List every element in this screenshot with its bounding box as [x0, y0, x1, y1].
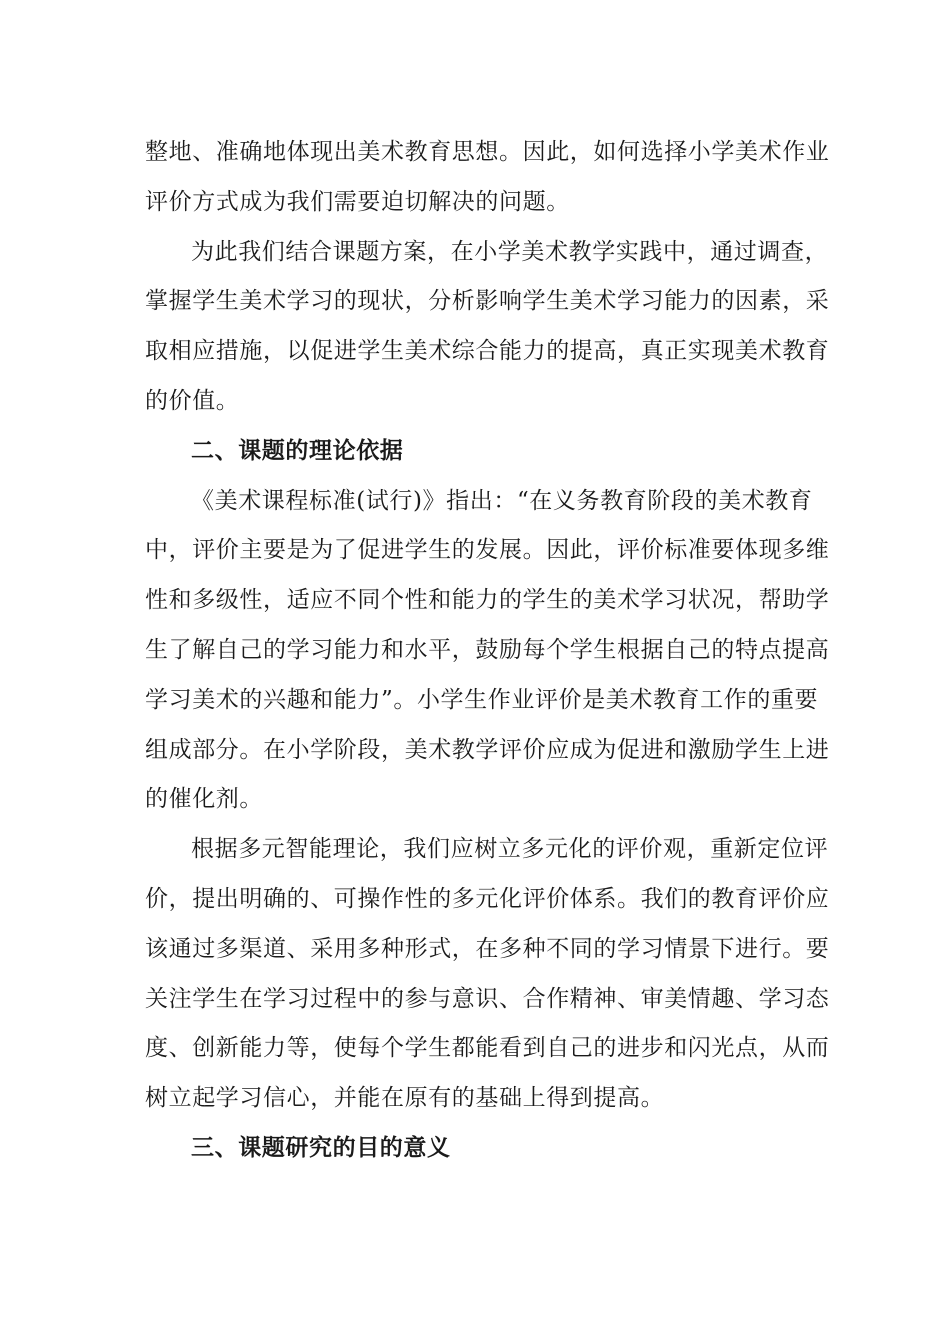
paragraph [145, 477, 830, 826]
text-line: 掌握学生美术学习的现状，分析影响学生美术学习能力的因素，采 [145, 288, 830, 315]
heading-text: 三、课题研究的目的意义 [191, 1134, 451, 1161]
text-line: 的价值。 [145, 387, 240, 414]
text-line: 组成部分。在小学阶段，美术教学评价应成为促进和激励学生上进 [145, 736, 830, 763]
paragraph [145, 228, 830, 427]
text-line: 该通过多渠道、采用多种形式，在多种不同的学习情景下进行。要 [145, 935, 830, 962]
text-line: 中，评价主要是为了促进学生的发展。因此，评价标准要体现多维 [145, 537, 830, 564]
text-line: 度、创新能力等，使每个学生都能看到自己的进步和闪光点，从而 [145, 1035, 830, 1062]
text-line: 性和多级性，适应不同个性和能力的学生的美术学习状况，帮助学 [145, 587, 830, 614]
paragraph [145, 825, 830, 1124]
text-line: 生了解自己的学习能力和水平，鼓励每个学生根据自己的特点提高 [145, 636, 830, 663]
text-line: 学习美术的兴趣和能力”。小学生作业评价是美术教育工作的重要 [145, 686, 819, 713]
text-line: 评价方式成为我们需要迫切解决的问题。 [145, 188, 570, 215]
heading-text: 二、课题的理论依据 [191, 437, 404, 464]
text-line: 根据多元智能理论，我们应树立多元化的评价观，重新定位评 [191, 836, 829, 863]
section-heading [145, 1124, 795, 1174]
text-line: 为此我们结合课题方案，在小学美术教学实践中，通过调查， [191, 238, 829, 265]
text-line: 关注学生在学习过程中的参与意识、合作精神、审美情趣、学习态 [145, 985, 830, 1012]
section-heading [145, 427, 795, 477]
text-line: 取相应措施，以促进学生美术综合能力的提高，真正实现美术教育 [145, 338, 830, 365]
paragraph [145, 128, 830, 228]
document-body [145, 128, 830, 1174]
text-line: 的催化剂。 [145, 786, 263, 813]
text-line: 《美术课程标准(试行)》指出：“在义务教育阶段的美术教育 [191, 487, 813, 514]
text-line: 树立起学习信心，并能在原有的基础上得到提高。 [145, 1085, 665, 1112]
text-line: 价，提出明确的、可操作性的多元化评价体系。我们的教育评价应 [145, 885, 830, 912]
text-line: 整地、准确地体现出美术教育思想。因此，如何选择小学美术作业 [145, 139, 830, 165]
